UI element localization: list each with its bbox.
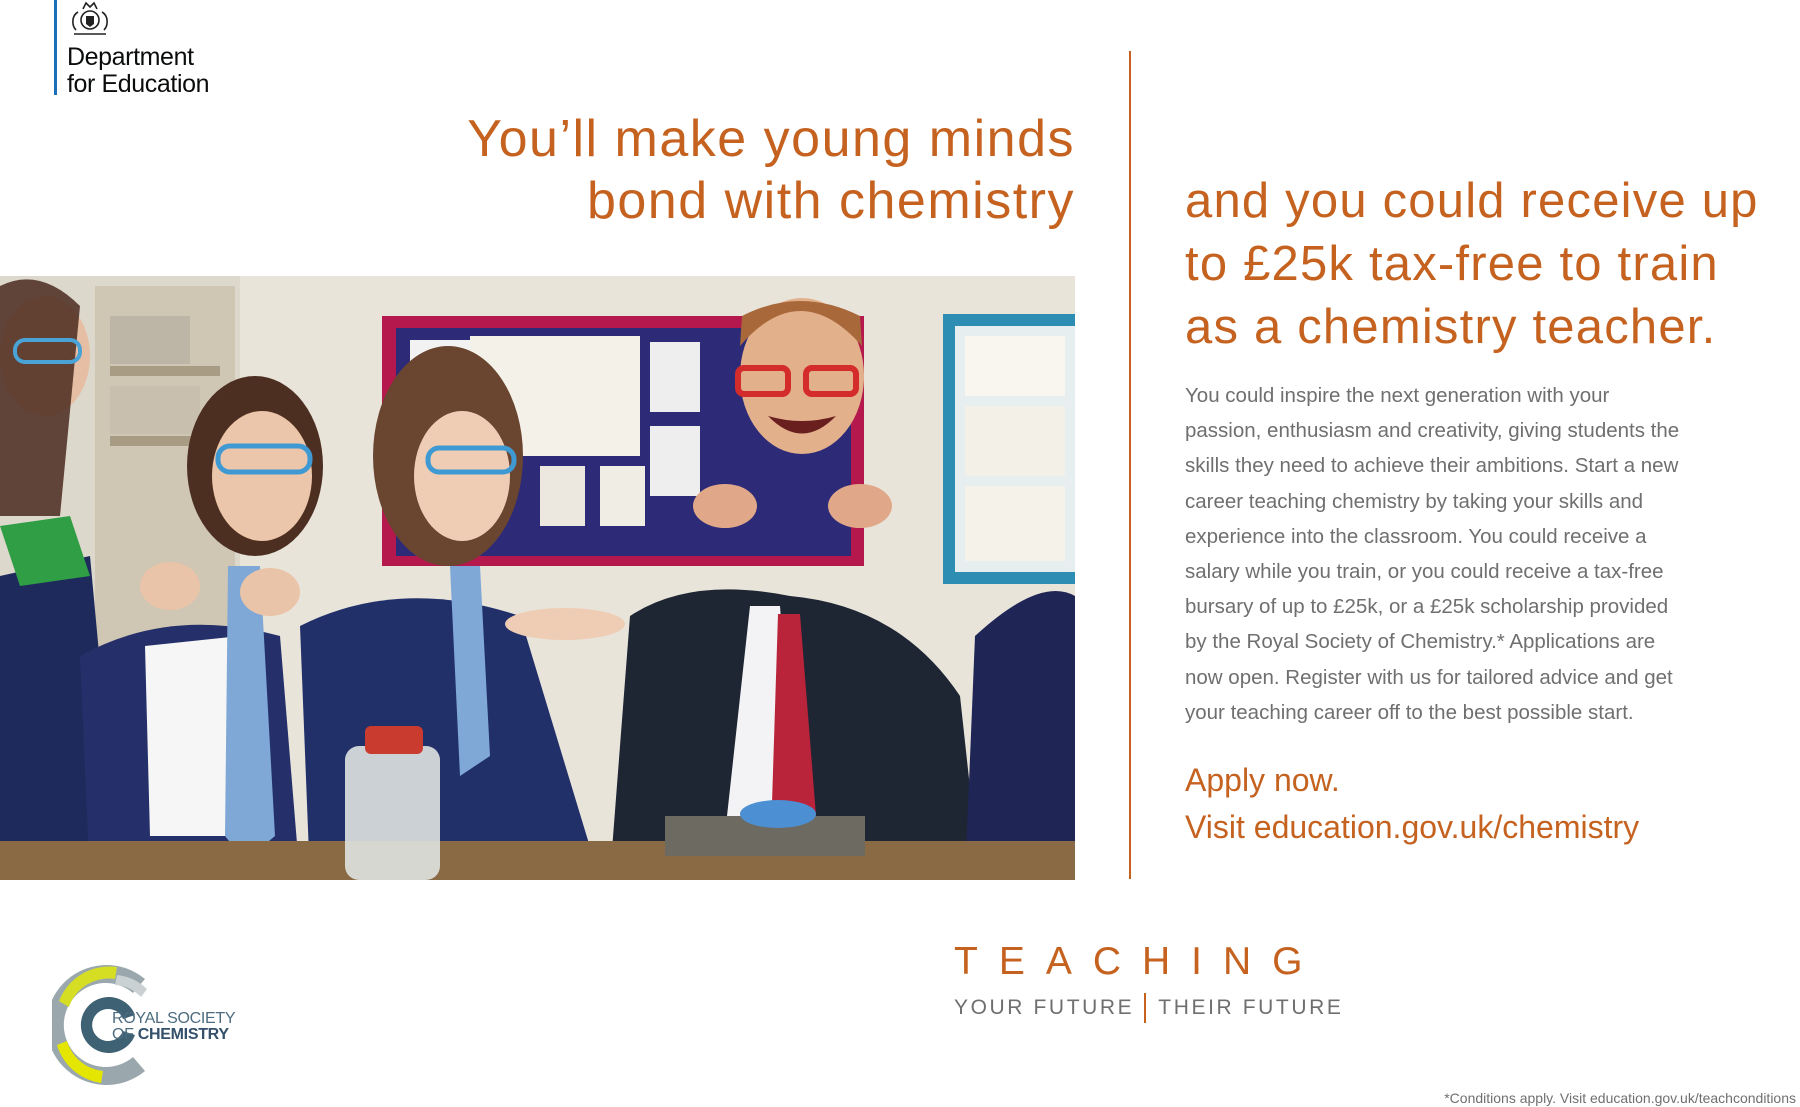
body-line: your teaching career off to the best possible start.: [1185, 700, 1634, 724]
body-line: You could inspire the next generation with your: [1185, 384, 1610, 407]
headline-line-2: bond with chemistry: [586, 172, 1075, 230]
body-line: skills they need to achieve their ambitions. Start a new: [1185, 454, 1679, 478]
vertical-divider: [1129, 51, 1131, 879]
rsc-line-2-bold: CHEMISTRY: [137, 1026, 229, 1043]
body-line: experience into the classroom. You could receive a: [1185, 524, 1647, 548]
dfe-line-1: Department: [67, 43, 194, 71]
dfe-logo-bar: [54, 0, 57, 95]
visit-url-link[interactable]: Visit education.gov.uk/chemistry: [1185, 809, 1640, 845]
teaching-logo-word: TEACHING: [954, 940, 1324, 983]
tagline-left: YOUR FUTURE: [954, 996, 1135, 1019]
subhead-line-1: and you could receive up: [1185, 174, 1759, 228]
teaching-tagline: [954, 993, 1343, 1023]
subheadline: [1185, 170, 1785, 359]
classroom-chemistry-photo: [0, 276, 1075, 880]
body-line: now open. Register with us for tailored advice and get: [1185, 665, 1673, 689]
subhead-line-3: as a chemistry teacher.: [1185, 300, 1717, 354]
rsc-line-2: [112, 1027, 235, 1043]
dfe-line-2: for Education: [67, 70, 210, 98]
call-to-action: [1185, 757, 1639, 851]
classroom-photo: [0, 276, 1075, 880]
rsc-line-1: ROYAL SOCIETY: [112, 1010, 236, 1027]
subhead-line-2: to £25k tax-free to train: [1185, 237, 1719, 291]
tagline-separator: [1144, 993, 1146, 1023]
royal-crest-icon: [66, 0, 114, 38]
body-line: bursary of up to £25k, or a £25k scholarship provided: [1185, 595, 1669, 619]
rsc-logo-text: [112, 1011, 235, 1043]
dfe-logo-text: [67, 44, 209, 98]
body-line: salary while you train, or you could receive a tax-free: [1185, 560, 1664, 584]
conditions-note: *Conditions apply. Visit education.gov.uk/teachconditions: [1444, 1090, 1796, 1106]
rsc-line-2-prefix: OF: [112, 1026, 138, 1043]
body-line: passion, enthusiasm and creativity, giving students the: [1185, 419, 1680, 443]
apply-now-text: Apply now.: [1185, 762, 1340, 798]
headline: [435, 108, 1075, 232]
body-copy: [1185, 378, 1745, 730]
tagline-right: THEIR FUTURE: [1158, 996, 1344, 1019]
headline-line-1: You’ll make young minds: [467, 110, 1075, 168]
body-line: by the Royal Society of Chemistry.* Applications are: [1185, 630, 1656, 654]
body-line: career teaching chemistry by taking your skills and: [1185, 489, 1644, 513]
